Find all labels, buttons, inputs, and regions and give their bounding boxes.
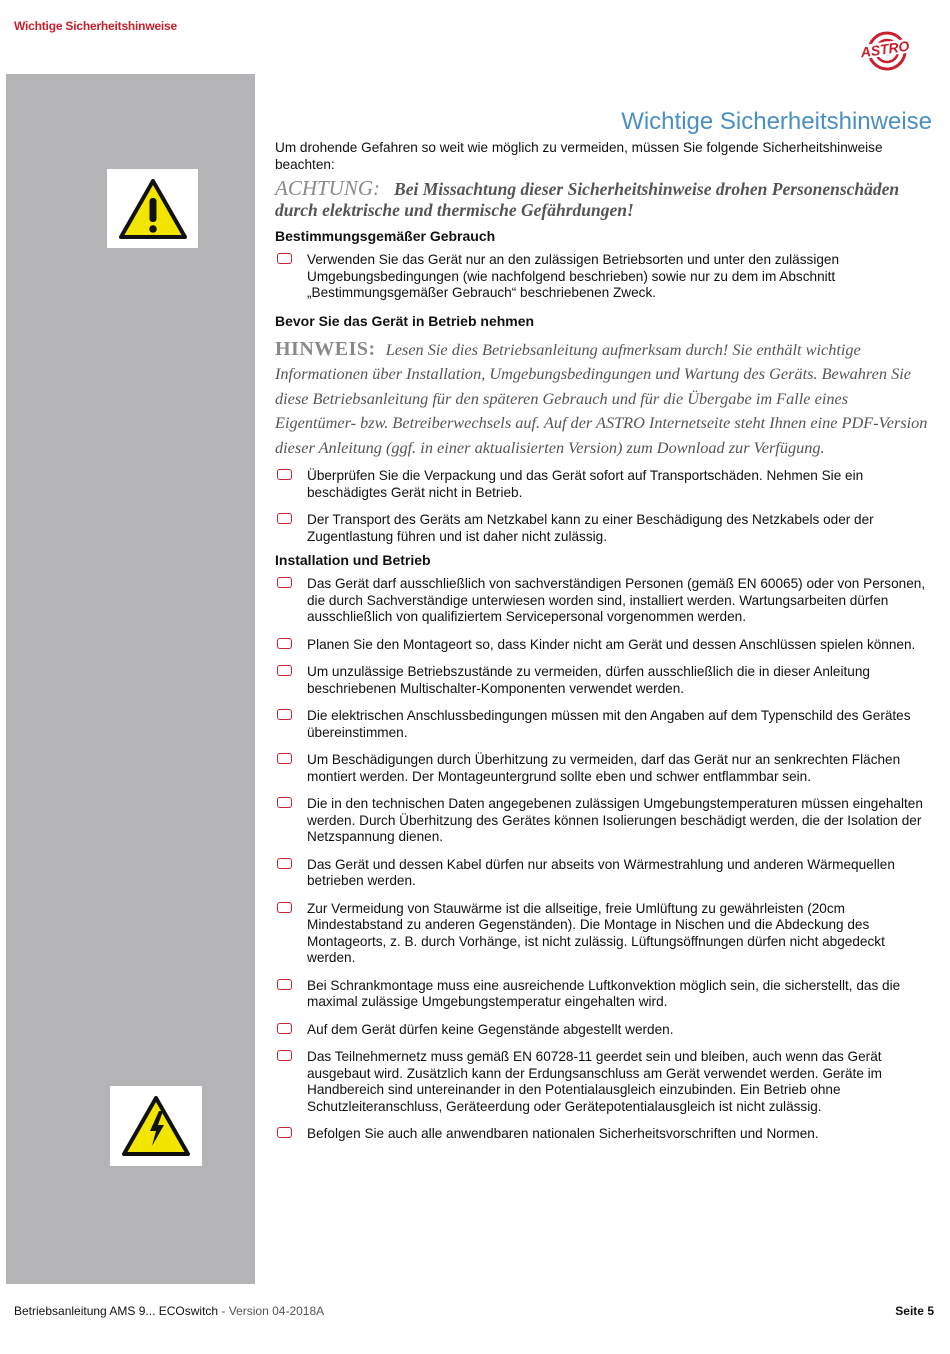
list-item-text: Überprüfen Sie die Verpackung und das Gerät sofort auf Transportschäden. Nehmen Sie ein beschädigtes Gerät nicht in Betrieb. (307, 468, 864, 500)
heading-bevor: Bevor Sie das Gerät in Betrieb nehmen (275, 312, 535, 329)
bullet-box-icon (277, 253, 292, 264)
hinweis-keyword: HINWEIS: (275, 337, 376, 360)
astro-logo (849, 30, 921, 72)
list-item-text: Die in den technischen Daten angegebenen zulässigen Umgebungstemperaturen müssen eingehalten werden. Durch Überhitzung des Gerätes können Isolierungen beschädigt werden, die der Isolation der Netzspannung dienen. (307, 796, 923, 845)
list-item-text: Die elektrischen Anschlussbedingungen müssen mit den Angaben auf dem Typenschild des Gerätes übereinstimmen. (307, 708, 911, 740)
list-item (275, 1022, 933, 1039)
achtung-text: Bei Missachtung dieser Sicherheitshinweise drohen Personenschäden durch elektrische und thermische Gefährdungen! (275, 179, 900, 220)
bullet-box-icon (277, 709, 292, 720)
page-number: Seite 5 (895, 1304, 934, 1318)
list-item (275, 664, 933, 697)
list-item (275, 1049, 933, 1115)
list-item (275, 576, 933, 626)
bullet-box-icon (277, 1023, 292, 1034)
heading-installation: Installation und Betrieb (275, 552, 431, 569)
list-item-text: Das Gerät darf ausschließlich von sachverständigen Personen (gemäß EN 60065) oder von Personen, die durch Sachverständige unterwiesen worden sind, installiert werden. Wartungsarbeiten dürfen ausschließlich von qualifiziertem Servicepersonal vorgenommen werden. (307, 576, 926, 625)
bullet-box-icon (277, 665, 292, 676)
footer-doc-title: Betriebsanleitung AMS 9... ECOswitch (14, 1304, 219, 1318)
bullet-box-icon (277, 638, 292, 649)
bullet-box-icon (277, 753, 292, 764)
bullet-box-icon (277, 979, 292, 990)
sidebar (6, 74, 255, 1284)
list-item (275, 708, 933, 741)
content (275, 140, 933, 1154)
list-item-text: Zur Vermeidung von Stauwärme ist die allseitige, freie Umlüftung zu gewährleisten (20cm Mindestabstand zu anderen Gegenständen). Die Montage in Nischen und die Abdeckung des Montageorts, z. B. durch Vorhänge, ist nicht zulässig. Lüftungsöffnungen dürfen nicht abgedeckt werden. (307, 900, 885, 966)
footer-version: - Version 04-2018A (218, 1304, 325, 1318)
list-item-text: Der Transport des Geräts am Netzkabel kann zu einer Beschädigung des Netzkabels oder der Zugentlastung führen und ist daher nicht zulässig. (307, 512, 874, 544)
list-item (275, 978, 933, 1011)
bullet-box-icon (277, 797, 292, 808)
list-item (275, 512, 933, 545)
lightning-warning-icon (121, 1095, 191, 1157)
achtung-keyword: ACHTUNG: (275, 176, 381, 200)
list-item-text: Um Beschädigungen durch Überhitzung zu vermeiden, darf das Gerät nur an senkrechten Flächen montiert werden. Der Montageuntergrund sollte eben und schwer entflammbar sein. (307, 752, 901, 784)
bullet-box-icon (277, 513, 292, 524)
bullet-box-icon (277, 1050, 292, 1061)
list-item-text: Planen Sie den Montageort so, dass Kinder nicht am Gerät und dessen Anschlüssen spielen können. (307, 636, 916, 652)
footer-document (14, 1304, 324, 1318)
list-item (275, 637, 933, 654)
list-item (275, 1126, 933, 1143)
list-item (275, 857, 933, 890)
list-item-text: Das Gerät und dessen Kabel dürfen nur abseits von Wärmestrahlung und anderen Wärmequellen betrieben werden. (307, 856, 895, 889)
section-title: Wichtige Sicherheitshinweise (621, 108, 932, 135)
list-item (275, 468, 933, 501)
list-item-text: Das Teilnehmernetz muss gemäß EN 60728-11 geerdet sein und bleiben, auch wenn das Gerät ausgebaut wird. Zusätzlich kann der Erdungsanschluss am Gerät verwendet werden. Geräte im Handbereich sind untereinander in den Potentialausgleich einzubinden. Ein Betrieb ohne Schutzleiteranschluss, Geräteerdung oder Gerätepotentialausgleich ist nicht zulässig. (307, 1049, 882, 1114)
general-warning-sign (107, 169, 198, 248)
logo-text: ASTRO (859, 37, 911, 61)
bullet-box-icon (277, 902, 292, 913)
list-item-text: Verwenden Sie das Gerät nur an den zulässigen Betriebsorten und unter den zulässigen Umgebungsbedingungen (wie nachfolgend beschrieben) sowie nur zu dem im Abschnitt „Bestimmungsgemäßer Gebrauch“ beschriebenen Zweck. (307, 252, 840, 300)
list-item-text: Bei Schrankmontage muss eine ausreichende Luftkonvektion möglich sein, die sicherstellt, das die maximal zulässige Umgebungstemperatur eingehalten wird. (307, 977, 901, 1010)
header-title: Wichtige Sicherheitshinweise (14, 19, 178, 33)
list-item-text: Auf dem Gerät dürfen keine Gegenstände abgestellt werden. (307, 1021, 674, 1037)
hinweis-notice (275, 337, 933, 461)
intro-text: Um drohende Gefahren so weit wie möglich zu vermeiden, müssen Sie folgende Sicherheitshinweise beachten: (275, 140, 883, 172)
bullet-box-icon (277, 1127, 292, 1138)
list-item-text: Um unzulässige Betriebszustände zu vermeiden, dürfen ausschließlich die in dieser Anleitung beschriebenen Multischalter-Komponenten verwendet werden. (307, 664, 870, 696)
list-item (275, 796, 933, 846)
list-item (275, 752, 933, 785)
list-item (275, 252, 933, 302)
bullet-box-icon (277, 858, 292, 869)
heading-bestimmung: Bestimmungsgemäßer Gebrauch (275, 228, 496, 244)
electrical-warning-sign (110, 1086, 202, 1166)
bullet-box-icon (277, 469, 292, 480)
list-item (275, 901, 933, 967)
list-item-text: Befolgen Sie auch alle anwendbaren nationalen Sicherheitsvorschriften und Normen. (307, 1126, 819, 1142)
achtung-notice (275, 178, 933, 221)
exclamation-warning-icon (118, 178, 188, 240)
hinweis-text: Lesen Sie dies Betriebsanleitung aufmerksam durch! Sie enthält wichtige Informationen über Installation, Umgebungsbedingungen und Wartung des Geräts. Bewahren Sie diese Betriebsanleitung für den späteren Gebrauch und für die Übergabe im Falle eines Eigentümer- bzw. Betreiberwechsels auf. Auf der ASTRO Internetseite steht Ihnen eine PDF-Version dieser Anleitung (ggf. in einer aktualisierten Version) zum Download zur Verfügung. (275, 339, 928, 457)
bullet-box-icon (277, 577, 292, 588)
